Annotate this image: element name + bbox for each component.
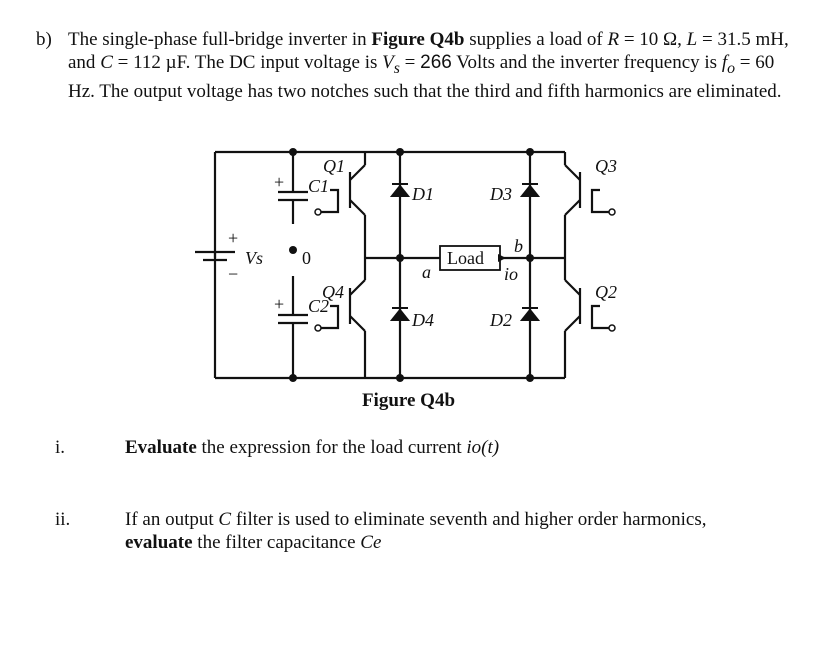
var-l: L bbox=[686, 29, 698, 50]
c2-plus: + bbox=[274, 294, 285, 314]
text-segment: = bbox=[399, 52, 421, 73]
var-v: V bbox=[382, 52, 394, 73]
text-segment: supplies a load of bbox=[464, 29, 608, 50]
var-r: R bbox=[607, 29, 620, 50]
question-number: i. bbox=[55, 437, 66, 458]
text-segment: Volts and the inverter frequency is bbox=[451, 52, 722, 73]
problem-label: b) bbox=[36, 29, 52, 50]
var-f: f bbox=[721, 52, 728, 73]
q1-label: Q1 bbox=[323, 156, 345, 176]
text-segment: = 31.5 mH, and bbox=[68, 29, 789, 73]
keyword: evaluate bbox=[125, 532, 193, 553]
question-text bbox=[125, 508, 765, 554]
c2-label: C2 bbox=[308, 296, 330, 316]
q3-label: Q3 bbox=[595, 156, 617, 176]
text-segment: = 10 Ω, bbox=[619, 29, 687, 50]
question-number: ii. bbox=[55, 509, 71, 530]
var-ce: Ce bbox=[360, 532, 382, 553]
text-segment: If an output bbox=[125, 509, 219, 530]
inverter-circuit-diagram bbox=[190, 140, 650, 390]
var-c: C bbox=[100, 52, 113, 73]
node-a-label: a bbox=[422, 262, 431, 282]
text-segment: the expression for the load current bbox=[196, 437, 467, 458]
c1-label: C1 bbox=[308, 176, 330, 196]
load-label: Load bbox=[447, 248, 484, 268]
problem-body bbox=[68, 28, 796, 103]
text-segment: The single-phase full-bridge inverter in bbox=[68, 29, 372, 50]
keyword: Evaluate bbox=[125, 437, 197, 458]
figure-caption: Figure Q4b bbox=[361, 390, 456, 411]
var-io: io(t) bbox=[466, 437, 500, 458]
io-label: io bbox=[504, 264, 519, 284]
var-v-sub: s bbox=[393, 59, 400, 77]
text-segment: filter is used to eliminate seventh and higher order harmonics, bbox=[231, 509, 707, 530]
text-segment: = 112 µF. The DC input voltage is bbox=[112, 52, 383, 73]
node-b-label: b bbox=[514, 236, 523, 256]
vs-label: Vs bbox=[245, 248, 263, 268]
d4-label: D4 bbox=[412, 310, 434, 330]
q4-label: Q4 bbox=[322, 282, 344, 302]
c1-plus: + bbox=[274, 172, 285, 192]
zero-label: 0 bbox=[302, 248, 311, 268]
text-segment: the filter capacitance bbox=[192, 532, 361, 553]
d1-label: D1 bbox=[412, 184, 434, 204]
question-text bbox=[125, 436, 765, 459]
vs-value: 266 bbox=[420, 52, 452, 73]
var-c: C bbox=[218, 509, 232, 530]
problem-statement bbox=[36, 28, 796, 103]
d2-label: D2 bbox=[490, 310, 512, 330]
vs-plus: + bbox=[228, 228, 239, 248]
q2-label: Q2 bbox=[595, 282, 617, 302]
figure-ref: Figure Q4b bbox=[371, 29, 465, 50]
var-f-sub: o bbox=[727, 59, 736, 77]
text-segment: = 60 Hz. The output voltage has two notches such that the third and fifth harmonics are eliminated. bbox=[68, 52, 782, 102]
vs-minus: − bbox=[228, 264, 239, 284]
d3-label: D3 bbox=[490, 184, 512, 204]
